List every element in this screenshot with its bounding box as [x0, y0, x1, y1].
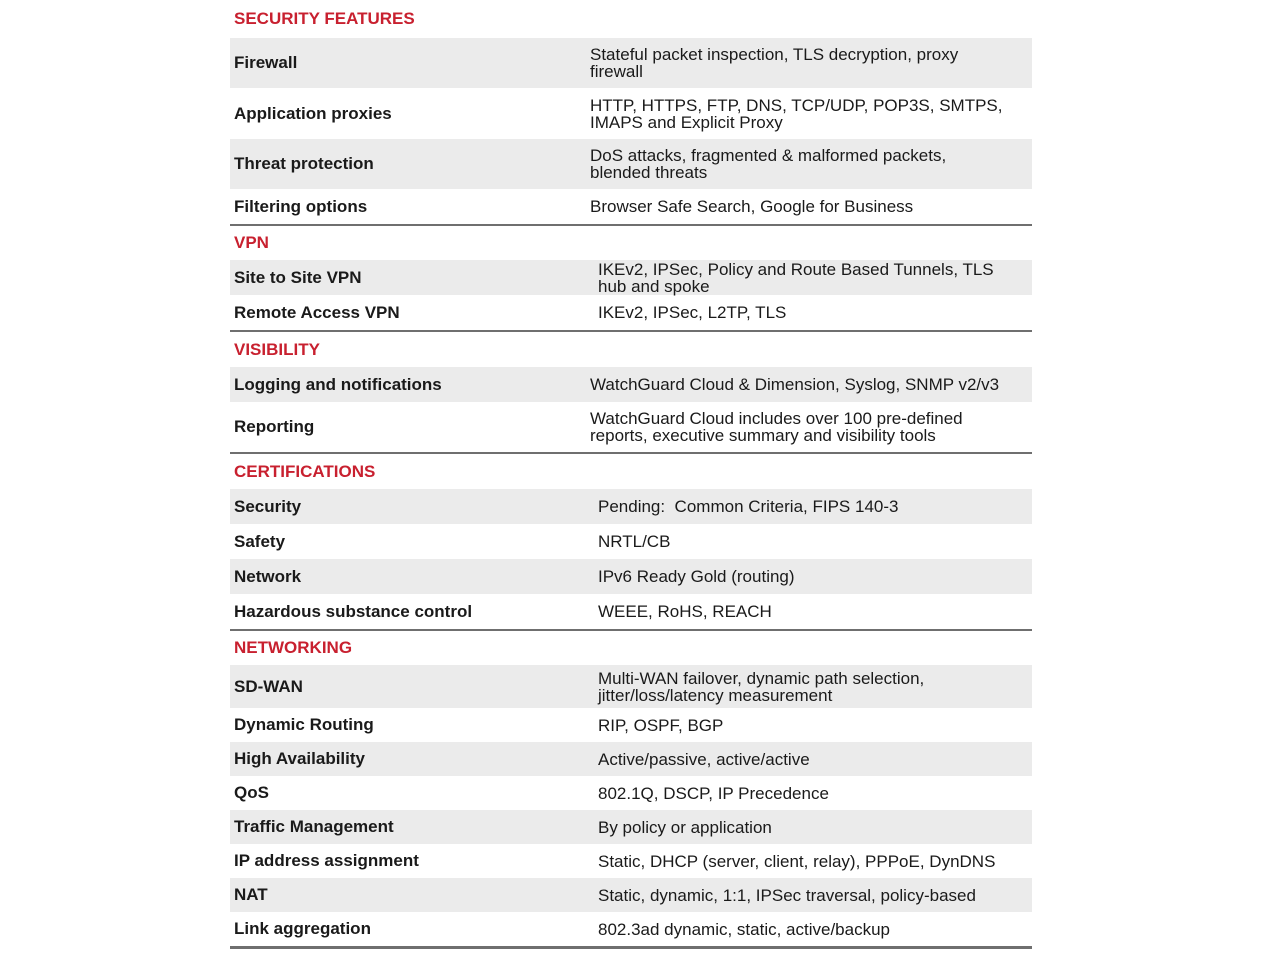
spec-row [230, 402, 1032, 452]
spec-value: Stateful packet inspection, TLS decryption, proxy firewall [590, 45, 959, 81]
spec-row [230, 844, 1032, 878]
spec-value: IPv6 Ready Gold (routing) [598, 567, 795, 586]
spec-row [230, 38, 1032, 88]
spec-label: Traffic Management [234, 817, 394, 836]
spec-row [230, 810, 1032, 844]
spec-value: 802.1Q, DSCP, IP Precedence [598, 783, 829, 803]
spec-value: WEEE, RoHS, REACH [598, 602, 772, 621]
section-title-certifications: CERTIFICATIONS [234, 461, 376, 481]
spec-label: IP address assignment [234, 851, 419, 870]
spec-row [230, 189, 1032, 224]
spec-row [230, 260, 1032, 295]
spec-label: Reporting [234, 417, 315, 436]
spec-value: NRTL/CB [598, 532, 671, 551]
spec-value: WatchGuard Cloud includes over 100 pre-defined reports, executive summary and visibility tools [590, 409, 963, 445]
spec-row [230, 295, 1032, 330]
spec-label: Site to Site VPN [234, 267, 362, 287]
spec-row [230, 665, 1032, 708]
spec-value: HTTP, HTTPS, FTP, DNS, TCP/UDP, POP3S, SMTPS, IMAPS and Explicit Proxy [590, 95, 1003, 132]
spec-row [230, 742, 1032, 776]
spec-label: Security [234, 496, 302, 516]
spec-row [230, 489, 1032, 524]
spec-sheet [230, 0, 1032, 949]
spec-label: High Availability [234, 749, 365, 768]
spec-row [230, 524, 1032, 559]
spec-value: Static, dynamic, 1:1, IPSec traversal, policy-based [598, 885, 976, 905]
spec-label: SD-WAN [234, 676, 303, 696]
section-title-vpn: VPN [234, 233, 269, 252]
spec-value: IKEv2, IPSec, Policy and Route Based Tunnels, TLS hub and spoke [598, 259, 994, 296]
spec-label: Filtering options [234, 196, 368, 216]
spec-row [230, 878, 1032, 912]
spec-row [230, 776, 1032, 810]
spec-value: Active/passive, active/active [598, 749, 810, 769]
spec-label: Logging and notifications [234, 374, 442, 394]
spec-value: Static, DHCP (server, client, relay), PPPoE, DynDNS [598, 851, 996, 871]
spec-value: IKEv2, IPSec, L2TP, TLS [598, 303, 787, 322]
spec-row [230, 559, 1032, 594]
spec-value: RIP, OSPF, BGP [598, 715, 724, 735]
spec-row [230, 88, 1032, 139]
spec-label: Link aggregation [234, 919, 371, 938]
spec-row [230, 594, 1032, 629]
spec-value: Multi-WAN failover, dynamic path selection, jitter/loss/latency measurement [598, 668, 925, 705]
section-title-visibility: VISIBILITY [234, 339, 320, 359]
spec-label: NAT [234, 885, 268, 904]
spec-row [230, 139, 1032, 189]
spec-value: Pending: Common Criteria, FIPS 140-3 [598, 497, 899, 516]
spec-value: Browser Safe Search, Google for Business [590, 197, 914, 216]
spec-label: Remote Access VPN [234, 302, 400, 322]
spec-value: DoS attacks, fragmented & malformed packets, blended threats [590, 146, 947, 182]
spec-row [230, 367, 1032, 402]
spec-row [230, 708, 1032, 742]
spec-label: Hazardous substance control [234, 601, 473, 621]
spec-value: By policy or application [598, 817, 772, 837]
section-divider [230, 946, 1032, 949]
spec-value: WatchGuard Cloud & Dimension, Syslog, SNMP v2/v3 [590, 375, 1000, 394]
spec-value: 802.3ad dynamic, static, active/backup [598, 919, 890, 939]
spec-label: Safety [234, 531, 286, 551]
spec-label: Firewall [234, 53, 298, 72]
spec-label: Network [234, 566, 302, 586]
spec-label: Dynamic Routing [234, 715, 374, 734]
spec-row [230, 912, 1032, 946]
section-title-networking: NETWORKING [234, 638, 353, 657]
spec-label: Threat protection [234, 154, 374, 173]
section-title-security-features: SECURITY FEATURES [234, 9, 415, 28]
spec-label: QoS [234, 783, 269, 802]
spec-label: Application proxies [234, 103, 392, 123]
